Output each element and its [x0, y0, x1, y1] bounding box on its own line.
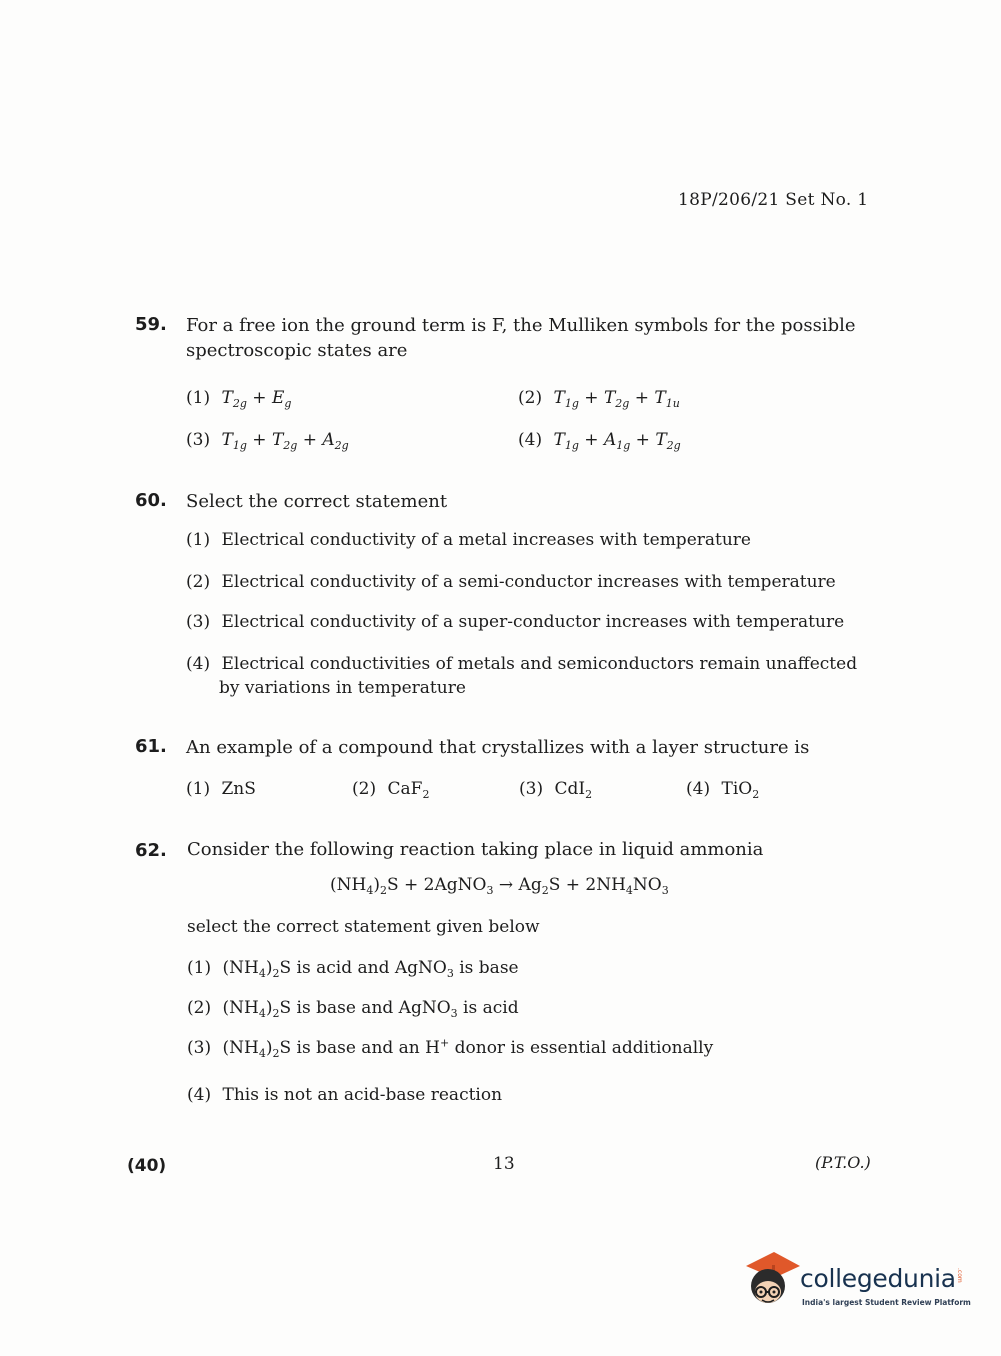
option-text: Electrical conductivity of a metal increases with temperature: [221, 530, 751, 550]
option-text: $(NH_4)_2S$ is base and AgNO$_3$ is acid: [222, 998, 519, 1020]
option-label: (3): [186, 612, 211, 632]
option-text: This is not an acid-base reaction: [222, 1085, 503, 1105]
mascot-icon: [742, 1248, 800, 1318]
option-4-continuation: by variations in temperature: [219, 678, 466, 698]
option-text: CdI$_2$: [554, 779, 593, 801]
option-label: (4): [187, 1085, 212, 1105]
page-number: 13: [493, 1154, 515, 1174]
option-label: (4): [186, 654, 211, 674]
option-4: [187, 1083, 502, 1107]
option-label: (1): [186, 530, 211, 550]
please-turn-over: (P.T.O.): [815, 1153, 871, 1172]
question-text: Consider the following reaction taking place in liquid ammonia: [187, 839, 764, 860]
exam-set-code: 18P/206/21 Set No. 1: [678, 190, 869, 210]
option-label: (2): [518, 388, 543, 408]
reaction-equation: $(NH_4)_2S$ + 2AgNO$_3$ → $Ag_2S + 2NH_4NO_3$: [330, 875, 669, 897]
option-4: [686, 777, 759, 801]
question-number: 59.: [135, 314, 167, 335]
option-label: (1): [186, 779, 211, 799]
option-label: (2): [186, 572, 211, 592]
option-text: Electrical conductivity of a super-conductor increases with temperature: [221, 612, 845, 632]
option-4: [186, 652, 857, 676]
option-2: [518, 386, 680, 410]
question-number: 60.: [135, 490, 167, 511]
option-3: [519, 777, 592, 801]
option-1: [186, 528, 751, 552]
collegedunia-logo: [742, 1248, 972, 1318]
question-number: 61.: [135, 736, 167, 757]
option-text: ZnS: [221, 779, 256, 799]
option-label: (3): [519, 779, 544, 799]
logo-wordmark: collegedunia: [800, 1264, 956, 1293]
option-text: $(NH_4)_2S$ is base and an H+ donor is essential additionally: [222, 1036, 714, 1060]
question-text: Select the correct statement: [186, 491, 448, 512]
option-label: (4): [686, 779, 711, 799]
option-label: (3): [187, 1038, 212, 1058]
option-4: [518, 428, 681, 452]
logo-domain: .com: [956, 1268, 963, 1283]
question-text-line1: For a free ion the ground term is F, the Mulliken symbols for the possible: [186, 315, 856, 336]
option-label: (3): [186, 430, 211, 450]
option-label: (2): [352, 779, 377, 799]
option-text: $T_{1g} + T_{2g} + A_{2g}$: [221, 430, 349, 452]
option-text: CaF$_2$: [387, 779, 430, 801]
option-3: [186, 610, 844, 634]
option-text: $T_{2g} + E_g$: [221, 388, 292, 410]
option-2: [187, 996, 519, 1020]
option-text: Electrical conductivity of a semi-conductor increases with temperature: [221, 572, 836, 592]
option-text: $T_{1g} + A_{1g} + T_{2g}$: [553, 430, 681, 452]
option-3: [186, 428, 349, 452]
option-label: (1): [187, 958, 212, 978]
option-1: [187, 956, 519, 980]
question-text: An example of a compound that crystallizes with a layer structure is: [186, 737, 810, 758]
booklet-number: (40): [127, 1156, 167, 1176]
question-prompt: select the correct statement given below: [187, 917, 540, 937]
option-2: [352, 777, 429, 801]
option-text: $(NH_4)_2S$ is acid and AgNO$_3$ is base: [222, 958, 519, 980]
option-1: [186, 777, 256, 801]
question-number: 62.: [135, 840, 167, 861]
option-text: $T_{1g} + T_{2g} + T_{1u}$: [553, 388, 680, 410]
option-label: (4): [518, 430, 543, 450]
option-2: [186, 570, 836, 594]
question-text-line2: spectroscopic states are: [186, 340, 408, 361]
logo-tagline: India's largest Student Review Platform: [802, 1298, 971, 1307]
option-text: TiO$_2$: [721, 779, 760, 801]
option-3: [187, 1036, 713, 1060]
option-label: (2): [187, 998, 212, 1018]
option-text-line1: Electrical conductivities of metals and semiconductors remain unaffected: [221, 654, 858, 674]
option-1: [186, 386, 291, 410]
option-label: (1): [186, 388, 211, 408]
